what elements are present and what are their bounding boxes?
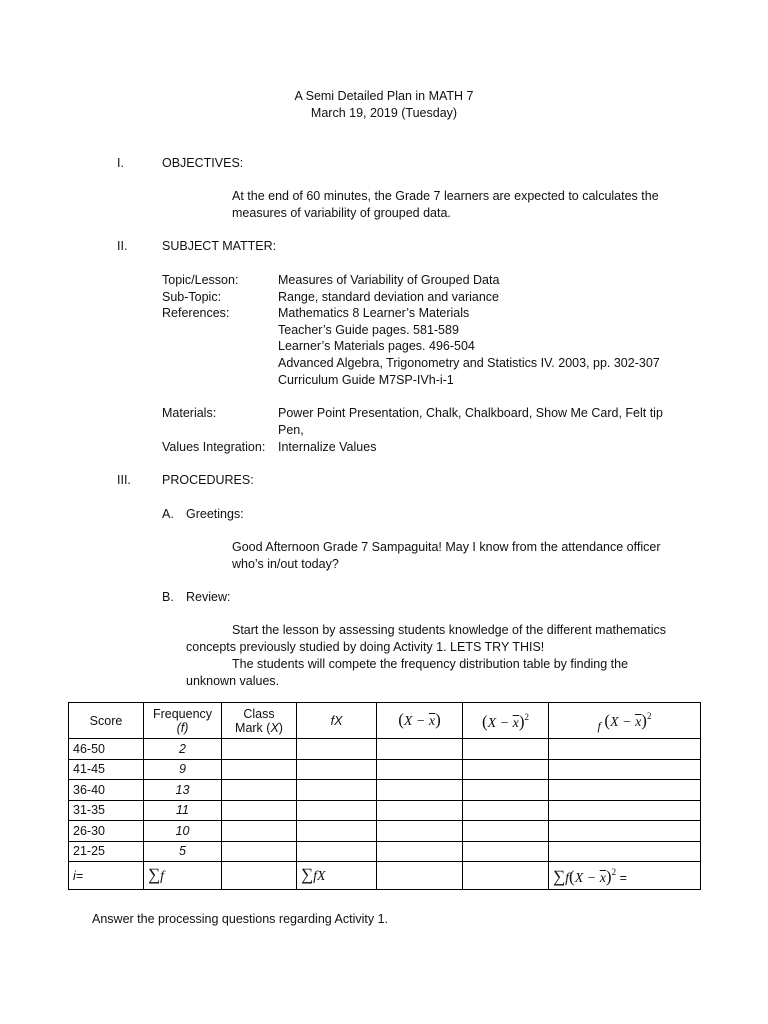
header-frequency-symbol: (f) bbox=[176, 720, 189, 735]
header-frequency bbox=[144, 703, 222, 739]
deviation-cell bbox=[377, 739, 463, 760]
subject-matter-heading: SUBJECT MATTER: bbox=[162, 239, 277, 253]
sum-class-mark-cell bbox=[222, 862, 297, 890]
frequency-cell: 11 bbox=[144, 800, 222, 821]
values-integration-value: Internalize Values bbox=[278, 440, 377, 454]
table-row bbox=[69, 841, 701, 862]
weighted-squared-deviation-cell bbox=[549, 780, 701, 801]
score-cell: 36-40 bbox=[69, 780, 144, 801]
fx-cell bbox=[297, 841, 377, 862]
frequency-distribution-table bbox=[68, 702, 701, 890]
materials-value: Power Point Presentation, Chalk, Chalkboard, Show Me Card, Felt tip bbox=[278, 406, 663, 420]
review-text: unknown values. bbox=[186, 674, 280, 688]
score-cell: 46-50 bbox=[69, 739, 144, 760]
materials-label: Materials: bbox=[162, 406, 217, 420]
squared-deviation-cell bbox=[463, 780, 549, 801]
fx-cell bbox=[297, 800, 377, 821]
sum-frequency-label: f bbox=[160, 868, 165, 884]
score-cell: 21-25 bbox=[69, 841, 144, 862]
reference-item: Learner’s Materials pages. 496-504 bbox=[278, 339, 475, 353]
class-interval-cell: i= bbox=[69, 862, 144, 890]
sum-weighted-squared-deviation-cell bbox=[549, 862, 701, 890]
score-cell: 41-45 bbox=[69, 759, 144, 780]
header-deviation-formula bbox=[377, 703, 463, 739]
table-row bbox=[69, 780, 701, 801]
review-heading: Review: bbox=[186, 590, 231, 604]
header-class-label: Class bbox=[243, 706, 275, 721]
weighted-squared-deviation-cell bbox=[549, 739, 701, 760]
deviation-cell bbox=[377, 780, 463, 801]
squared-deviation-cell bbox=[463, 841, 549, 862]
weighted-squared-deviation-formula: f $(X - \overline{x})^2$ bbox=[597, 710, 652, 733]
subsection-letter-a: A. bbox=[162, 507, 174, 521]
weighted-squared-deviation-cell bbox=[549, 759, 701, 780]
squared-deviation-formula: $(X - \overline{x})^2$ bbox=[481, 712, 530, 731]
section-numeral-objectives: I. bbox=[117, 156, 124, 170]
table-row bbox=[69, 759, 701, 780]
greetings-heading: Greetings: bbox=[186, 507, 244, 521]
header-frequency-label: Frequency bbox=[152, 706, 213, 721]
frequency-cell: 2 bbox=[144, 739, 222, 760]
squared-deviation-cell bbox=[463, 800, 549, 821]
document-title: A Semi Detailed Plan in MATH 7 bbox=[294, 89, 474, 103]
header-fx: fX bbox=[297, 703, 377, 739]
squared-deviation-cell bbox=[463, 759, 549, 780]
table-row bbox=[69, 739, 701, 760]
class-mark-cell bbox=[222, 780, 297, 801]
deviation-cell bbox=[377, 821, 463, 842]
sum-deviation-cell bbox=[377, 862, 463, 890]
fx-cell bbox=[297, 759, 377, 780]
score-cell: 31-35 bbox=[69, 800, 144, 821]
header-weighted-squared-deviation-formula bbox=[549, 703, 701, 739]
class-mark-cell bbox=[222, 841, 297, 862]
topic-value: Measures of Variability of Grouped Data bbox=[278, 273, 500, 287]
sum-weighted-squared-deviation-formula: $f(X - \overline{x})^2$ bbox=[565, 867, 617, 886]
fx-cell bbox=[297, 780, 377, 801]
frequency-cell: 9 bbox=[144, 759, 222, 780]
class-mark-cell bbox=[222, 821, 297, 842]
review-text: The students will compete the frequency distribution table by finding the bbox=[232, 657, 629, 671]
objectives-text: At the end of 60 minutes, the Grade 7 learners are expected to calculates the measures of variability of grouped data. bbox=[232, 189, 659, 220]
header-score: Score bbox=[69, 703, 144, 739]
sum-fx-cell bbox=[297, 862, 377, 890]
reference-item: Advanced Algebra, Trigonometry and Statistics IV. 2003, pp. 302-307 bbox=[278, 356, 660, 370]
deviation-cell bbox=[377, 759, 463, 780]
class-mark-cell bbox=[222, 759, 297, 780]
fx-cell bbox=[297, 821, 377, 842]
sigma-icon: ∑ bbox=[148, 864, 161, 884]
table-header-row bbox=[69, 703, 701, 739]
header-squared-deviation-formula bbox=[463, 703, 549, 739]
greeting-text-continued: who’s in/out today? bbox=[232, 557, 339, 571]
squared-deviation-cell bbox=[463, 821, 549, 842]
sum-frequency-cell bbox=[144, 862, 222, 890]
deviation-formula: $(X - \overline{x})$ bbox=[398, 709, 441, 729]
weighted-squared-deviation-cell bbox=[549, 821, 701, 842]
topic-label: Topic/Lesson: bbox=[162, 273, 239, 287]
sum-fx-label: fX bbox=[313, 868, 326, 884]
frequency-cell: 5 bbox=[144, 841, 222, 862]
reference-item: Teacher’s Guide pages. 581-589 bbox=[278, 323, 459, 337]
class-mark-cell bbox=[222, 800, 297, 821]
reference-item: Mathematics 8 Learner’s Materials bbox=[278, 306, 470, 320]
reference-item: Curriculum Guide M7SP-IVh-i-1 bbox=[278, 373, 454, 387]
sum-equals-sign: = bbox=[619, 871, 627, 885]
frequency-cell: 13 bbox=[144, 780, 222, 801]
objectives-heading: OBJECTIVES: bbox=[162, 156, 244, 170]
sigma-icon: ∑ bbox=[301, 864, 314, 884]
values-integration-label: Values Integration: bbox=[162, 440, 266, 454]
greeting-text: Good Afternoon Grade 7 Sampaguita! May I know from the attendance officer bbox=[232, 540, 661, 554]
document-date: March 19, 2019 (Tuesday) bbox=[310, 106, 458, 120]
fx-cell bbox=[297, 739, 377, 760]
subsection-letter-b: B. bbox=[162, 590, 174, 604]
weighted-squared-deviation-cell bbox=[549, 800, 701, 821]
references-label: References: bbox=[162, 306, 230, 320]
sigma-icon: ∑ bbox=[553, 867, 566, 886]
table-row bbox=[69, 821, 701, 842]
sum-squared-deviation-cell bbox=[463, 862, 549, 890]
weighted-squared-deviation-cell bbox=[549, 841, 701, 862]
review-text: concepts previously studied by doing Activity 1. LETS TRY THIS! bbox=[186, 640, 545, 654]
score-cell: 26-30 bbox=[69, 821, 144, 842]
header-mark-label: Mark (X) bbox=[235, 720, 283, 735]
frequency-cell: 10 bbox=[144, 821, 222, 842]
header-class-mark bbox=[222, 703, 297, 739]
deviation-cell bbox=[377, 841, 463, 862]
review-text: Start the lesson by assessing students knowledge of the different mathematics bbox=[232, 623, 667, 637]
squared-deviation-cell bbox=[463, 739, 549, 760]
class-mark-cell bbox=[222, 739, 297, 760]
subtopic-label: Sub-Topic: bbox=[162, 290, 222, 304]
procedures-heading: PROCEDURES: bbox=[162, 473, 254, 487]
materials-value-continued: Pen, bbox=[278, 423, 304, 437]
table-summary-row bbox=[69, 862, 701, 890]
section-numeral-subject-matter: II. bbox=[117, 239, 128, 253]
subtopic-value: Range, standard deviation and variance bbox=[278, 290, 499, 304]
table-row bbox=[69, 800, 701, 821]
deviation-cell bbox=[377, 800, 463, 821]
closing-instruction: Answer the processing questions regarding Activity 1. bbox=[92, 912, 388, 926]
section-numeral-procedures: III. bbox=[117, 473, 131, 487]
